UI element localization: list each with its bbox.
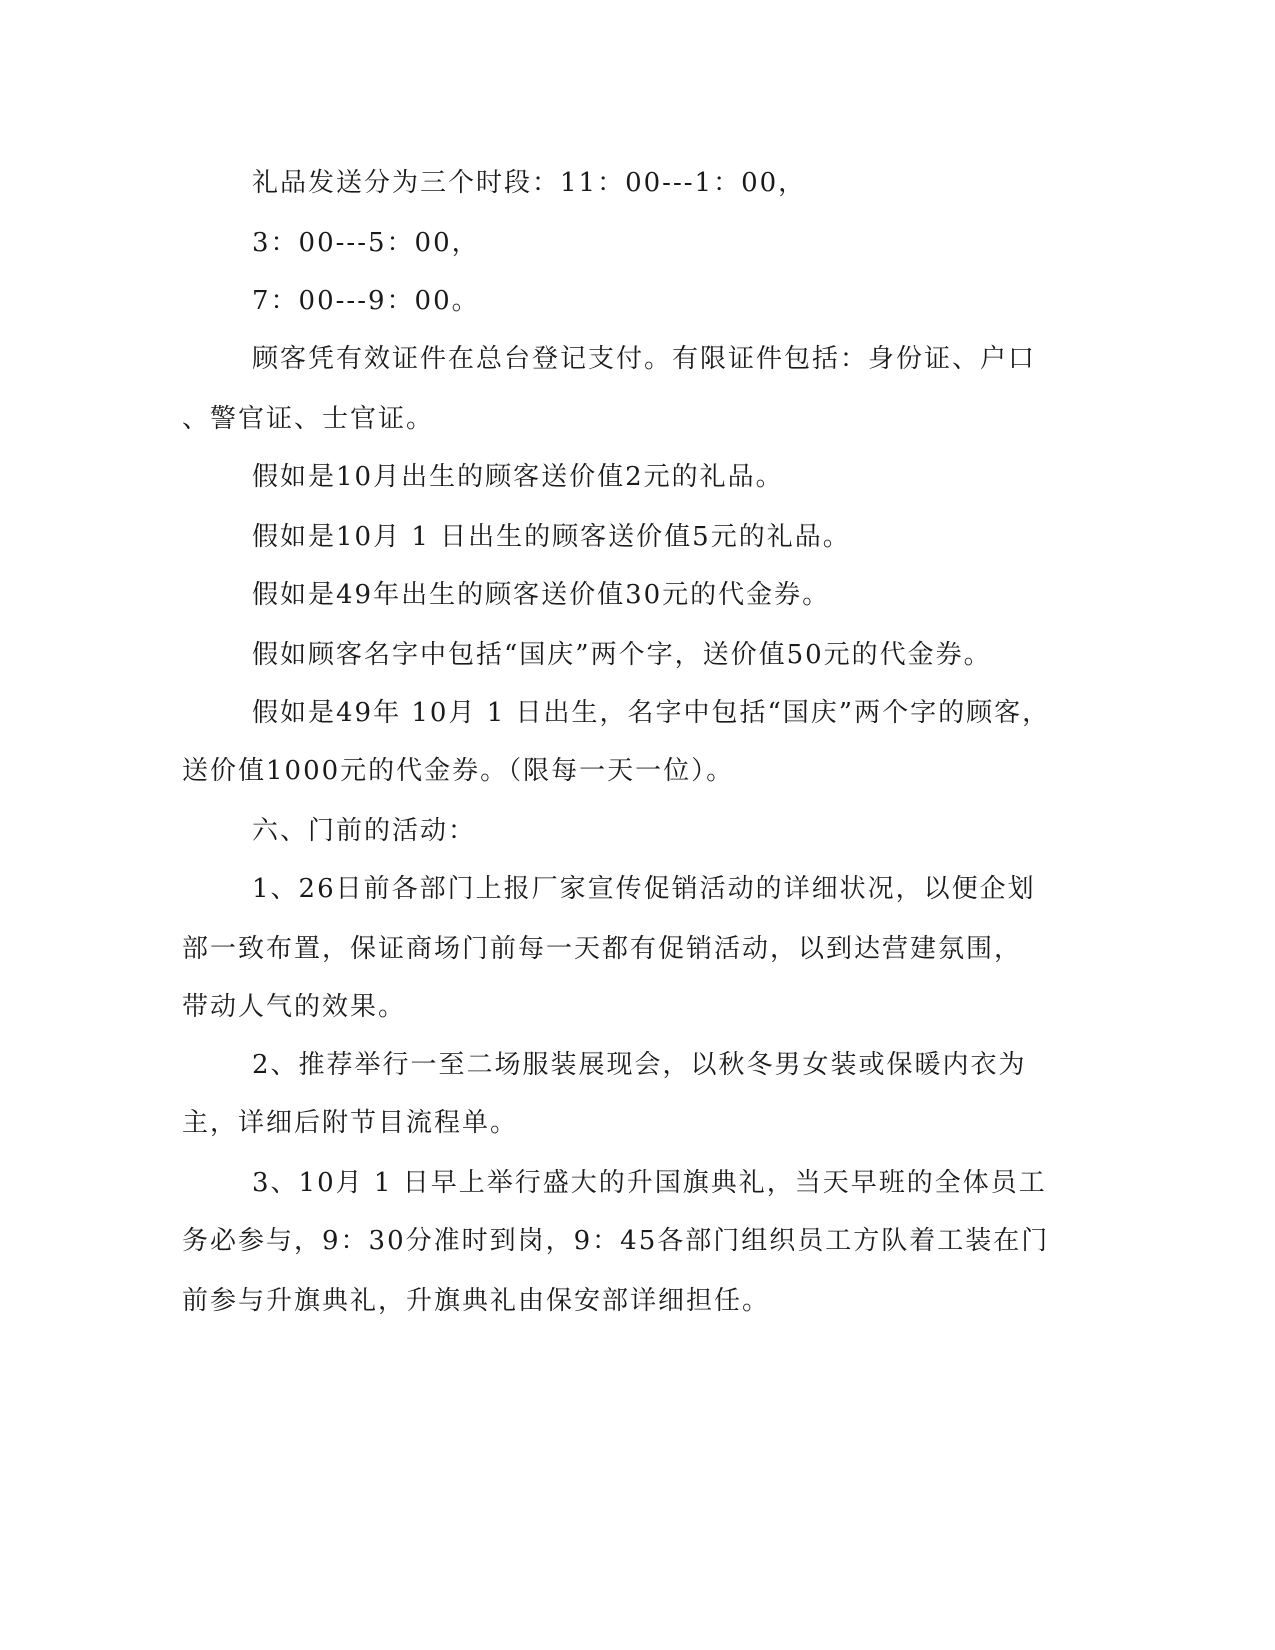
text-line: 2、推荐举行一至二场服装展现会，以秋冬男女装或保暖内衣为: [252, 1050, 1027, 1080]
section-heading: 六、门前的活动：: [252, 816, 477, 846]
text-line: 假如是10月出生的顾客送价值2元的礼品。: [252, 462, 784, 492]
text-line: 送价值1000元的代金券。（限每一天一位）。: [182, 756, 735, 786]
text-line: 部一致布置，保证商场门前每一天都有促销活动，以到达营建氛围，: [182, 934, 1023, 964]
text-line: 前参与升旗典礼，升旗典礼由保安部详细担任。: [182, 1286, 771, 1316]
text-line: 主，详细后附节目流程单。: [182, 1108, 519, 1138]
text-line: 礼品发送分为三个时段：11：00---1：00，: [252, 168, 807, 198]
text-line: 带动人气的效果。: [182, 992, 407, 1022]
text-line: 假如是49年出生的顾客送价值30元的代金券。: [252, 580, 831, 610]
text-line: 3、10月 1 日早上举行盛大的升国旗典礼，当天早班的全体员工: [252, 1168, 1047, 1198]
text-line: 假如是10月 1 日出生的顾客送价值5元的礼品。: [252, 522, 851, 552]
text-line: 7：00---9：00。: [252, 286, 480, 316]
text-line: 1、26日前各部门上报厂家宣传促销活动的详细状况，以便企划: [252, 874, 1036, 904]
text-line: 、警官证、士官证。: [182, 404, 435, 434]
text-line: 假如是49年 10月 1 日出生，名字中包括“国庆”两个字的顾客，: [252, 698, 1051, 728]
text-line: 顾客凭有效证件在总台登记支付。有限证件包括：身份证、户口: [252, 344, 1037, 374]
text-line: 务必参与，9：30分准时到岗，9：45各部门组织员工方队着工装在门: [182, 1226, 1050, 1256]
text-line: 假如顾客名字中包括“国庆”两个字，送价值50元的代金券。: [252, 640, 992, 670]
text-line: 3：00---5：00，: [252, 228, 480, 258]
